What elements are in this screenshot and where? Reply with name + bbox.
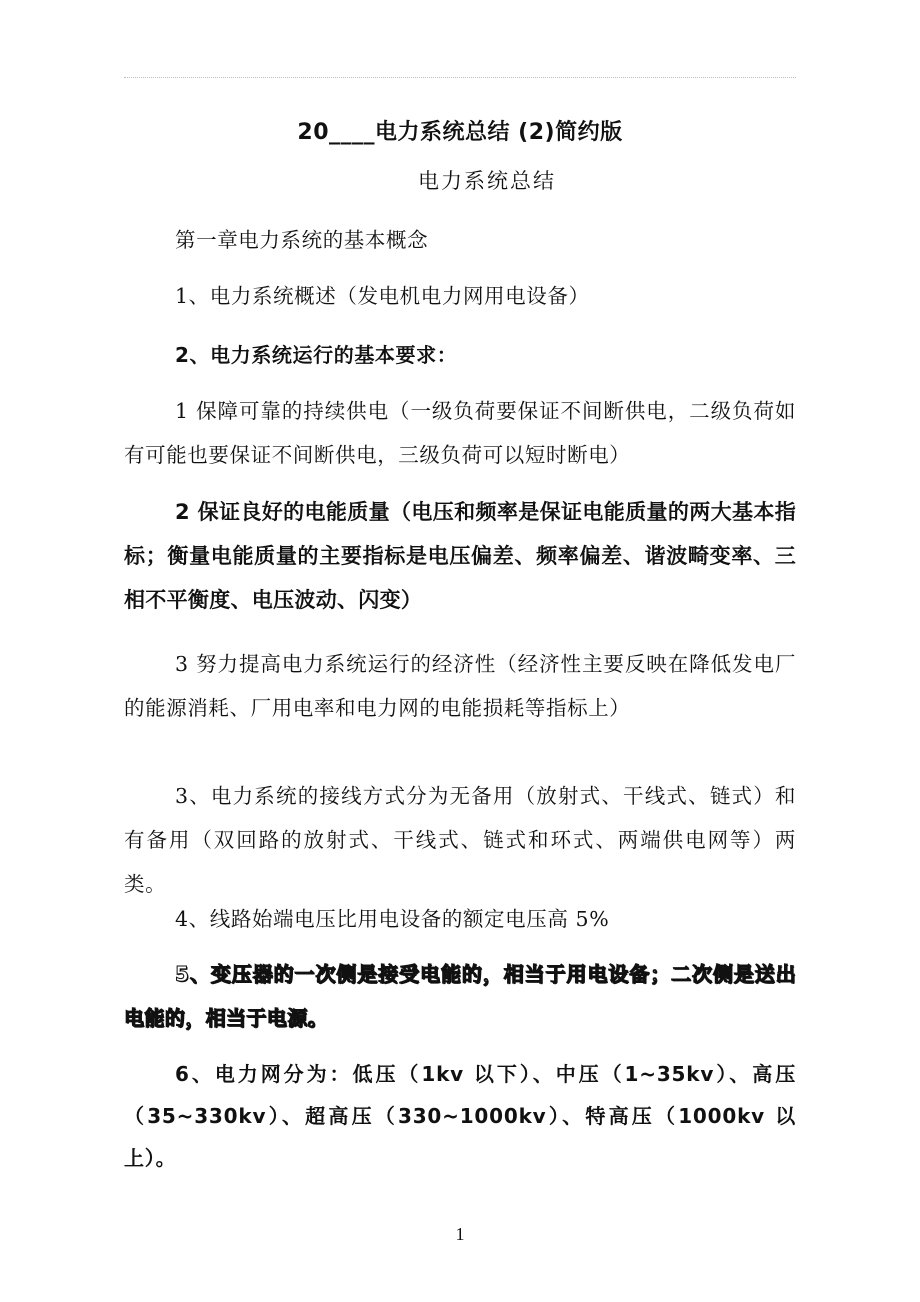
paragraph-4-line-voltage: 4、线路始端电压比用电设备的额定电压高 5% — [175, 907, 610, 931]
chapter-heading: 第一章电力系统的基本概念 — [175, 228, 429, 252]
paragraph-6-voltage-classes: 6、电力网分为：低压（1kv 以下）、中压（1~35kv）、高压（35~330kv）、超高压（330~1000kv）、特高压（1000kv 以上）。 — [124, 1062, 796, 1170]
document-subtitle: 电力系统总结 — [418, 169, 556, 193]
paragraph-requirement-reliability: 1 保障可靠的持续供电（一级负荷要保证不间断供电，二级负荷如有可能也要保证不间断供电，三级负荷可以短时断电） — [124, 399, 796, 467]
document-title: 20____电力系统总结 (2)简约版 — [297, 120, 623, 145]
paragraph-1-overview: 1、电力系统概述（发电机电力网用电设备） — [175, 284, 590, 308]
header-divider — [124, 77, 796, 78]
paragraph-requirement-economy: 3 努力提高电力系统运行的经济性（经济性主要反映在降低发电厂的能源消耗、厂用电率和电力网的电能损耗等指标上） — [124, 652, 796, 720]
paragraph-3-wiring-modes: 3、电力系统的接线方式分为无备用（放射式、干线式、链式）和有备用（双回路的放射式、干线式、链式和环式、两端供电网等）两类。 — [124, 784, 796, 896]
paragraph-5-transformer: 5、变压器的一次侧是接受电能的，相当于用电设备；二次侧是送出电能的，相当于电源。 — [124, 962, 796, 1030]
page-number: 1 — [455, 1224, 465, 1244]
paragraph-requirement-power-quality: 2 保证良好的电能质量（电压和频率是保证电能质量的两大基本指标；衡量电能质量的主要指标是电压偏差、频率偏差、谐波畸变率、三相不平衡度、电压波动、闪变） — [124, 500, 796, 612]
paragraph-2-requirements-heading: 2、电力系统运行的基本要求： — [175, 343, 458, 367]
